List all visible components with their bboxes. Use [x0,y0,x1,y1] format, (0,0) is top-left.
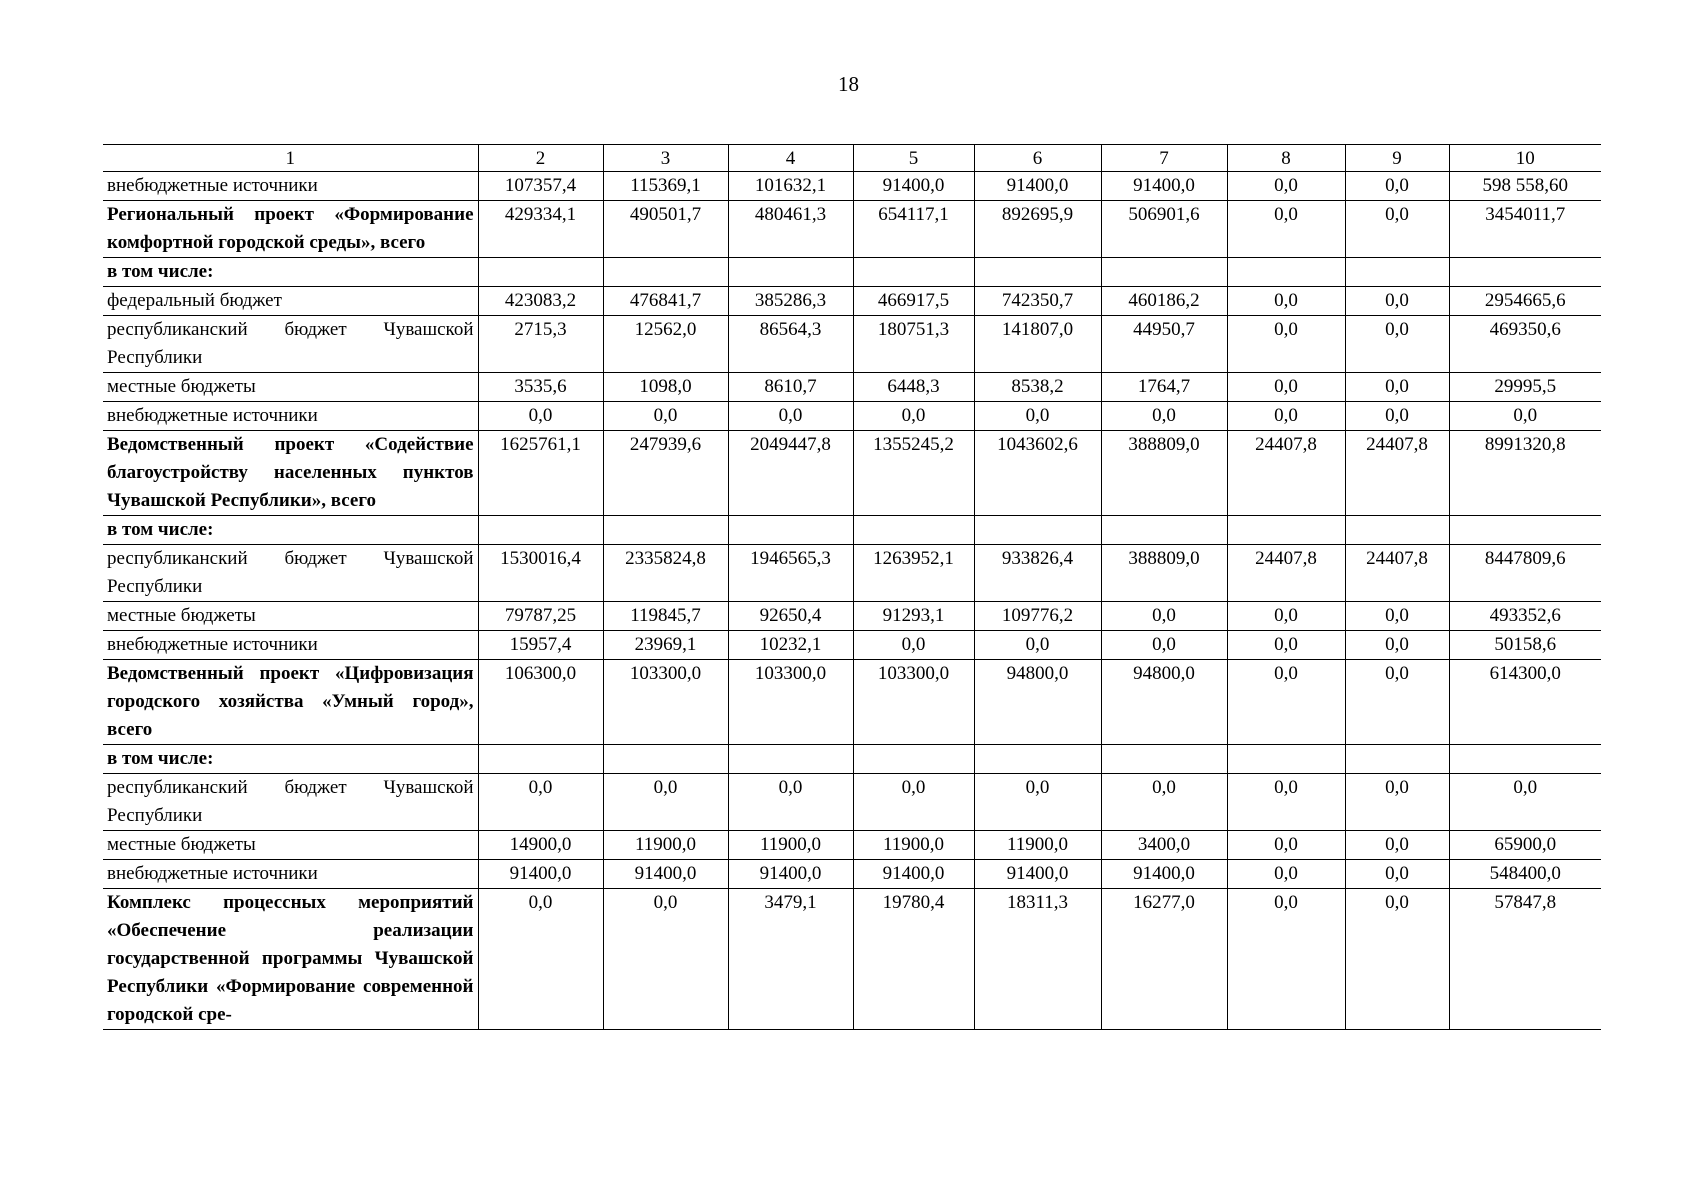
row-label-cell: республиканский бюджет Чувашской Республики [103,545,478,602]
value-cell-col-9: 0,0 [1345,631,1449,660]
value-cell-col-8: 24407,8 [1227,545,1345,602]
subheading-cell: в том числе: [103,745,478,774]
subheading-cell: в том числе: [103,516,478,545]
value-cell-col-8: 0,0 [1227,316,1345,373]
value-cell-col-2 [478,258,603,287]
value-cell-col-6: 91400,0 [974,172,1101,201]
table-row [103,258,1601,287]
column-number-6: 6 [974,145,1101,172]
row-label-cell: федеральный бюджет [103,287,478,316]
value-cell-col-5: 91400,0 [853,172,974,201]
value-cell-col-8 [1227,258,1345,287]
value-cell-col-6: 141807,0 [974,316,1101,373]
value-cell-col-4: 11900,0 [728,831,853,860]
value-cell-col-4: 480461,3 [728,201,853,258]
value-cell-col-7 [1101,745,1227,774]
value-cell-col-2: 0,0 [478,402,603,431]
value-cell-col-8: 0,0 [1227,889,1345,1030]
value-cell-col-10 [1449,258,1601,287]
value-cell-col-9 [1345,258,1449,287]
table-row [103,631,1601,660]
table-row [103,402,1601,431]
value-cell-col-8: 0,0 [1227,373,1345,402]
value-cell-col-6: 91400,0 [974,860,1101,889]
column-number-5: 5 [853,145,974,172]
value-cell-col-3: 12562,0 [603,316,728,373]
value-cell-col-2: 3535,6 [478,373,603,402]
column-number-8: 8 [1227,145,1345,172]
row-label-cell: республиканский бюджет Чувашской Республики [103,316,478,373]
value-cell-col-2: 106300,0 [478,660,603,745]
value-cell-col-9: 24407,8 [1345,431,1449,516]
value-cell-col-8: 0,0 [1227,831,1345,860]
value-cell-col-9: 0,0 [1345,774,1449,831]
value-cell-col-2: 0,0 [478,774,603,831]
value-cell-col-10: 598 558,60 [1449,172,1601,201]
value-cell-col-10: 65900,0 [1449,831,1601,860]
value-cell-col-4: 10232,1 [728,631,853,660]
value-cell-col-7: 44950,7 [1101,316,1227,373]
value-cell-col-4: 1946565,3 [728,545,853,602]
value-cell-col-8: 0,0 [1227,402,1345,431]
value-cell-col-7: 0,0 [1101,774,1227,831]
value-cell-col-3: 23969,1 [603,631,728,660]
value-cell-col-4: 86564,3 [728,316,853,373]
value-cell-col-5: 654117,1 [853,201,974,258]
value-cell-col-10: 548400,0 [1449,860,1601,889]
value-cell-col-5: 103300,0 [853,660,974,745]
value-cell-col-9: 0,0 [1345,373,1449,402]
value-cell-col-5: 6448,3 [853,373,974,402]
value-cell-col-5: 19780,4 [853,889,974,1030]
value-cell-col-5: 91293,1 [853,602,974,631]
value-cell-col-6: 1043602,6 [974,431,1101,516]
table-row [103,316,1601,373]
value-cell-col-10: 614300,0 [1449,660,1601,745]
value-cell-col-3: 115369,1 [603,172,728,201]
value-cell-col-6: 933826,4 [974,545,1101,602]
value-cell-col-9: 0,0 [1345,860,1449,889]
column-number-4: 4 [728,145,853,172]
value-cell-col-4: 0,0 [728,402,853,431]
value-cell-col-8: 0,0 [1227,172,1345,201]
value-cell-col-3: 91400,0 [603,860,728,889]
table-row [103,745,1601,774]
value-cell-col-6 [974,745,1101,774]
value-cell-col-7: 94800,0 [1101,660,1227,745]
row-label-cell: местные бюджеты [103,831,478,860]
value-cell-col-8: 0,0 [1227,602,1345,631]
row-label-cell: внебюджетные источники [103,172,478,201]
value-cell-col-2: 107357,4 [478,172,603,201]
value-cell-col-7: 91400,0 [1101,172,1227,201]
table-row [103,660,1601,745]
value-cell-col-8: 0,0 [1227,201,1345,258]
value-cell-col-3 [603,516,728,545]
value-cell-col-6: 892695,9 [974,201,1101,258]
value-cell-col-10: 0,0 [1449,402,1601,431]
value-cell-col-4 [728,258,853,287]
value-cell-col-8 [1227,516,1345,545]
value-cell-col-2: 1530016,4 [478,545,603,602]
value-cell-col-8 [1227,745,1345,774]
value-cell-col-9: 0,0 [1345,831,1449,860]
value-cell-col-6: 0,0 [974,402,1101,431]
value-cell-col-3: 476841,7 [603,287,728,316]
row-label-cell: Ведомственный проект «Цифровизация городского хозяйства «Умный город», всего [103,660,478,745]
value-cell-col-4: 3479,1 [728,889,853,1030]
value-cell-col-2: 15957,4 [478,631,603,660]
row-label-cell: местные бюджеты [103,602,478,631]
value-cell-col-4: 2049447,8 [728,431,853,516]
value-cell-col-3: 0,0 [603,889,728,1030]
value-cell-col-2: 91400,0 [478,860,603,889]
row-label-cell: Ведомственный проект «Содействие благоустройству населенных пунктов Чувашской Республики», всего [103,431,478,516]
value-cell-col-7: 3400,0 [1101,831,1227,860]
value-cell-col-4: 91400,0 [728,860,853,889]
value-cell-col-10: 29995,5 [1449,373,1601,402]
value-cell-col-6: 18311,3 [974,889,1101,1030]
column-number-3: 3 [603,145,728,172]
value-cell-col-5: 91400,0 [853,860,974,889]
value-cell-col-2: 0,0 [478,889,603,1030]
value-cell-col-7: 388809,0 [1101,431,1227,516]
value-cell-col-6: 109776,2 [974,602,1101,631]
value-cell-col-4: 8610,7 [728,373,853,402]
column-number-1: 1 [103,145,478,172]
value-cell-col-7: 91400,0 [1101,860,1227,889]
value-cell-col-3: 119845,7 [603,602,728,631]
page-number: 18 [838,72,859,96]
value-cell-col-9: 0,0 [1345,660,1449,745]
column-number-10: 10 [1449,145,1601,172]
value-cell-col-9: 0,0 [1345,287,1449,316]
value-cell-col-5: 11900,0 [853,831,974,860]
value-cell-col-5: 0,0 [853,631,974,660]
row-label-cell: республиканский бюджет Чувашской Республики [103,774,478,831]
value-cell-col-2: 423083,2 [478,287,603,316]
value-cell-col-4: 92650,4 [728,602,853,631]
table-row [103,201,1601,258]
value-cell-col-9 [1345,516,1449,545]
value-cell-col-7: 1764,7 [1101,373,1227,402]
value-cell-col-9: 0,0 [1345,201,1449,258]
value-cell-col-7 [1101,258,1227,287]
value-cell-col-8: 24407,8 [1227,431,1345,516]
value-cell-col-7: 388809,0 [1101,545,1227,602]
value-cell-col-3: 2335824,8 [603,545,728,602]
value-cell-col-10: 469350,6 [1449,316,1601,373]
value-cell-col-6: 0,0 [974,774,1101,831]
value-cell-col-7: 0,0 [1101,402,1227,431]
table-row [103,287,1601,316]
row-label-cell: внебюджетные источники [103,402,478,431]
value-cell-col-4: 385286,3 [728,287,853,316]
value-cell-col-10: 50158,6 [1449,631,1601,660]
value-cell-col-8: 0,0 [1227,774,1345,831]
table-row [103,431,1601,516]
value-cell-col-2 [478,745,603,774]
value-cell-col-2: 2715,3 [478,316,603,373]
value-cell-col-4: 103300,0 [728,660,853,745]
value-cell-col-7: 0,0 [1101,602,1227,631]
value-cell-col-6: 742350,7 [974,287,1101,316]
value-cell-col-10: 8447809,6 [1449,545,1601,602]
value-cell-col-9: 0,0 [1345,402,1449,431]
value-cell-col-6: 8538,2 [974,373,1101,402]
value-cell-col-6: 0,0 [974,631,1101,660]
value-cell-col-8: 0,0 [1227,660,1345,745]
value-cell-col-2 [478,516,603,545]
value-cell-col-8: 0,0 [1227,631,1345,660]
value-cell-col-5: 466917,5 [853,287,974,316]
row-label-cell: внебюджетные источники [103,860,478,889]
value-cell-col-5: 1263952,1 [853,545,974,602]
value-cell-col-4: 101632,1 [728,172,853,201]
value-cell-col-9: 0,0 [1345,316,1449,373]
value-cell-col-4 [728,516,853,545]
value-cell-col-9: 0,0 [1345,602,1449,631]
value-cell-col-6: 94800,0 [974,660,1101,745]
row-label-cell: местные бюджеты [103,373,478,402]
subheading-cell: в том числе: [103,258,478,287]
value-cell-col-10: 57847,8 [1449,889,1601,1030]
value-cell-col-7: 16277,0 [1101,889,1227,1030]
value-cell-col-10: 8991320,8 [1449,431,1601,516]
value-cell-col-7: 506901,6 [1101,201,1227,258]
value-cell-col-10 [1449,745,1601,774]
value-cell-col-7: 460186,2 [1101,287,1227,316]
value-cell-col-5: 0,0 [853,402,974,431]
row-label-cell: внебюджетные источники [103,631,478,660]
value-cell-col-7 [1101,516,1227,545]
value-cell-col-10: 0,0 [1449,774,1601,831]
value-cell-col-5: 0,0 [853,774,974,831]
value-cell-col-2: 14900,0 [478,831,603,860]
value-cell-col-4 [728,745,853,774]
value-cell-col-10: 493352,6 [1449,602,1601,631]
financing-table [103,144,1601,1030]
value-cell-col-5 [853,745,974,774]
value-cell-col-9: 0,0 [1345,889,1449,1030]
value-cell-col-5 [853,516,974,545]
table-row [103,889,1601,1030]
table-row [103,774,1601,831]
table-row [103,860,1601,889]
value-cell-col-3: 490501,7 [603,201,728,258]
column-number-9: 9 [1345,145,1449,172]
value-cell-col-3 [603,745,728,774]
value-cell-col-5 [853,258,974,287]
value-cell-col-5: 180751,3 [853,316,974,373]
value-cell-col-9: 24407,8 [1345,545,1449,602]
value-cell-col-3: 1098,0 [603,373,728,402]
value-cell-col-3 [603,258,728,287]
value-cell-col-3: 103300,0 [603,660,728,745]
value-cell-col-9 [1345,745,1449,774]
value-cell-col-5: 1355245,2 [853,431,974,516]
value-cell-col-3: 0,0 [603,774,728,831]
table-header-row [103,145,1601,172]
column-number-2: 2 [478,145,603,172]
value-cell-col-10: 3454011,7 [1449,201,1601,258]
value-cell-col-6: 11900,0 [974,831,1101,860]
value-cell-col-6 [974,258,1101,287]
value-cell-col-3: 11900,0 [603,831,728,860]
table-row [103,545,1601,602]
row-label-cell: Региональный проект «Формирование комфортной городской среды», всего [103,201,478,258]
value-cell-col-4: 0,0 [728,774,853,831]
value-cell-col-9: 0,0 [1345,172,1449,201]
value-cell-col-7: 0,0 [1101,631,1227,660]
value-cell-col-3: 0,0 [603,402,728,431]
value-cell-col-10 [1449,516,1601,545]
row-label-cell: Комплекс процессных мероприятий «Обеспечение реализации государственной программы Чувашской Республики «Формирование современной городской сре- [103,889,478,1030]
value-cell-col-6 [974,516,1101,545]
table-row [103,172,1601,201]
table-row [103,831,1601,860]
table-row [103,516,1601,545]
table-row [103,373,1601,402]
value-cell-col-2: 1625761,1 [478,431,603,516]
value-cell-col-3: 247939,6 [603,431,728,516]
value-cell-col-8: 0,0 [1227,287,1345,316]
value-cell-col-2: 429334,1 [478,201,603,258]
column-number-7: 7 [1101,145,1227,172]
value-cell-col-10: 2954665,6 [1449,287,1601,316]
table-row [103,602,1601,631]
value-cell-col-8: 0,0 [1227,860,1345,889]
value-cell-col-2: 79787,25 [478,602,603,631]
